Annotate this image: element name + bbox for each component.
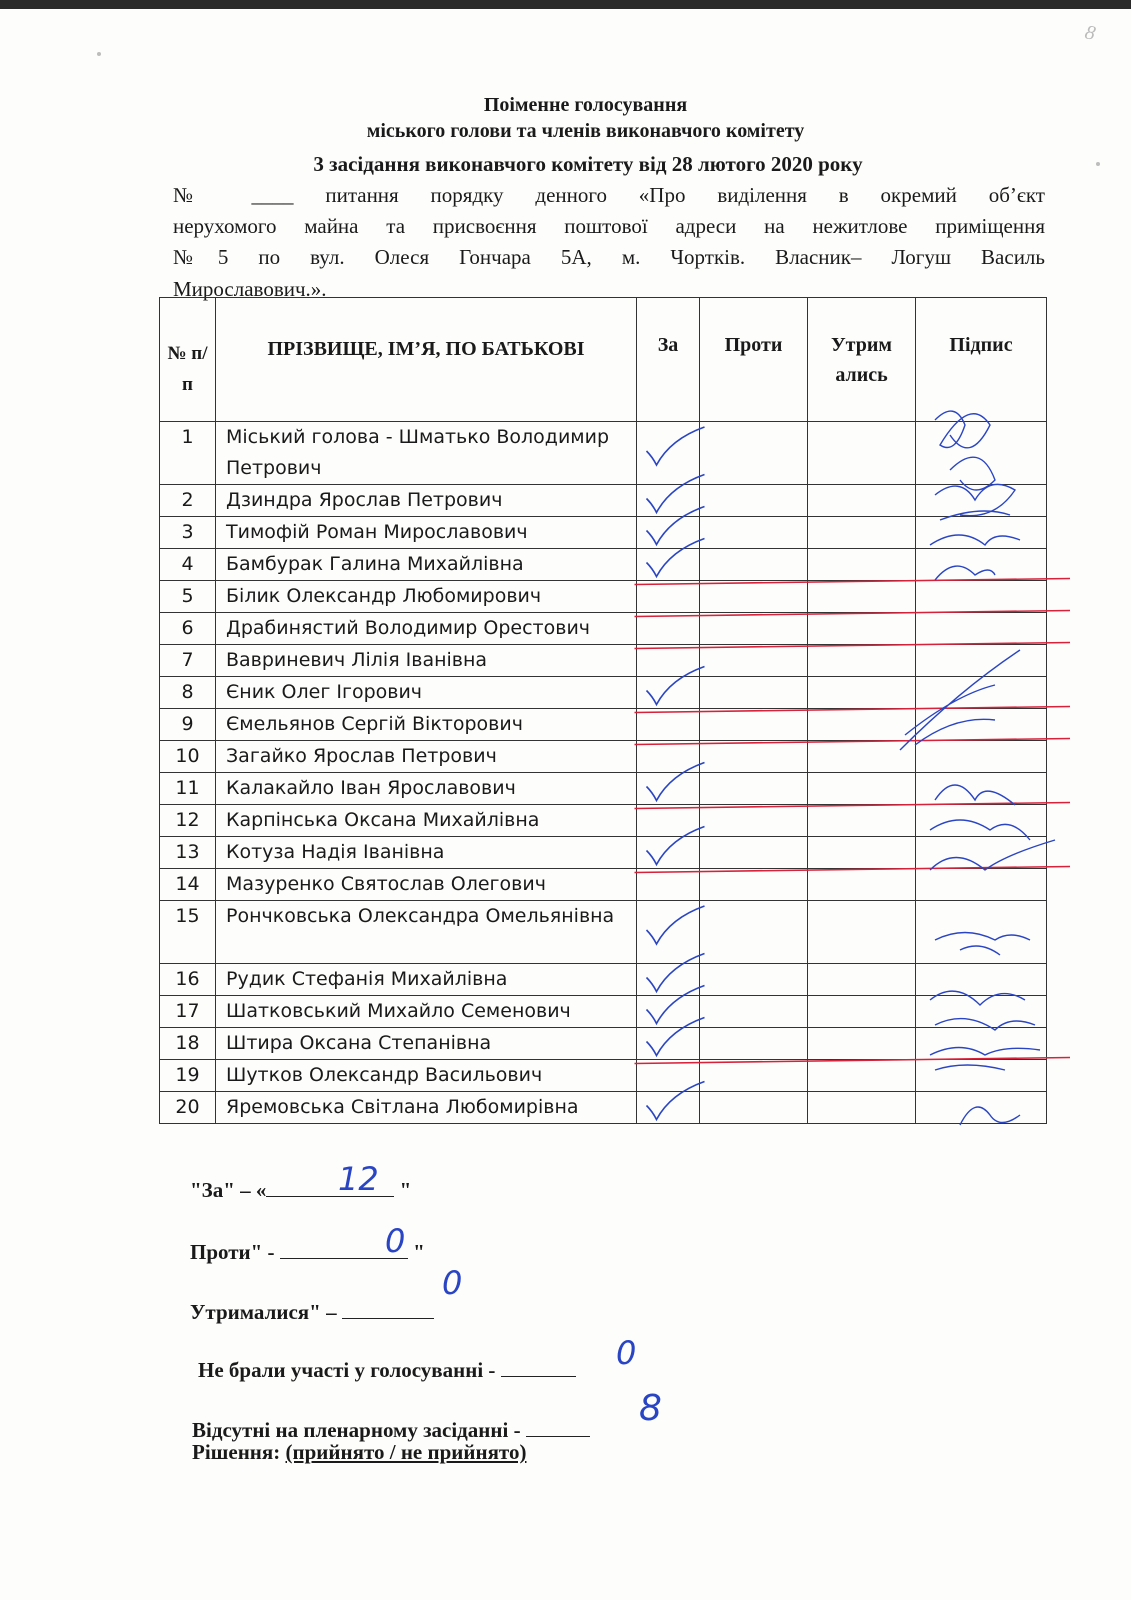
- signature-cell: [916, 581, 1047, 613]
- total-for-label: "За" – «: [190, 1178, 267, 1202]
- total-not-voted: [198, 1334, 637, 1383]
- vote-for-cell: [637, 869, 700, 901]
- vote-against-cell: [700, 422, 808, 485]
- member-name: Ємельянов Сергій Вікторович: [216, 709, 637, 741]
- document-title: Поіменне голосування: [483, 94, 688, 116]
- scan-speck: [97, 52, 101, 56]
- total-against-label: Проти" -: [190, 1240, 275, 1264]
- vote-abstained-cell: [808, 485, 916, 517]
- vote-against-cell: [700, 709, 808, 741]
- decision-label: Рішення:: [192, 1440, 281, 1464]
- vote-for-cell: [637, 613, 700, 645]
- signature-cell: [916, 677, 1047, 709]
- meeting-date-line: 3 засідання виконавчого комітету від 28 лютого 2020 року: [313, 152, 863, 176]
- signature-cell: [916, 1028, 1047, 1060]
- signature-cell: [916, 901, 1047, 964]
- decision-options: (прийнято / не прийнято): [285, 1440, 527, 1464]
- member-name: Бамбурак Галина Михайлівна: [216, 549, 637, 581]
- table-row: [160, 1060, 1047, 1092]
- table-row: [160, 677, 1047, 709]
- vote-abstained-cell: [808, 805, 916, 837]
- table-row: [160, 613, 1047, 645]
- row-number: 15: [160, 901, 216, 964]
- voting-table: [159, 297, 1047, 1124]
- member-name: Шатковський Михайло Семенович: [216, 996, 637, 1028]
- agenda-line-3: №5 по вул. Олеся Гончара 5А, м. Чортків. Власник– Логуш Василь: [173, 245, 1045, 269]
- col-header-for: За: [637, 298, 700, 422]
- total-abstained-value: 0: [442, 1264, 463, 1302]
- row-number: 1: [160, 422, 216, 485]
- table-row: [160, 517, 1047, 549]
- vote-against-cell: [700, 613, 808, 645]
- member-name: Рончковська Олександра Омельянівна: [216, 901, 637, 964]
- member-name: Тимофій Роман Мирославович: [216, 517, 637, 549]
- vote-against-cell: [700, 485, 808, 517]
- row-number: 8: [160, 677, 216, 709]
- member-name: Мазуренко Святослав Олегович: [216, 869, 637, 901]
- signature-cell: [916, 517, 1047, 549]
- total-for-value: 12: [338, 1160, 379, 1198]
- vote-for-cell: [637, 773, 700, 805]
- vote-against-cell: [700, 549, 808, 581]
- row-number: 18: [160, 1028, 216, 1060]
- member-name: Міський голова - Шматько Володимир Петрович: [216, 422, 637, 485]
- vote-abstained-cell: [808, 677, 916, 709]
- row-number: 17: [160, 996, 216, 1028]
- col-header-abstained: Утрим ались: [808, 298, 916, 422]
- col-header-number: № п/ п: [160, 298, 216, 422]
- table-row: [160, 773, 1047, 805]
- table-row: [160, 581, 1047, 613]
- row-number: 14: [160, 869, 216, 901]
- vote-abstained-cell: [808, 1060, 916, 1092]
- signature-cell: [916, 1060, 1047, 1092]
- table-row: [160, 549, 1047, 581]
- vote-against-cell: [700, 773, 808, 805]
- row-number: 9: [160, 709, 216, 741]
- document-subtitle: міського голови та членів виконавчого комітету: [366, 120, 805, 142]
- row-number: 20: [160, 1092, 216, 1124]
- member-name: Дзиндра Ярослав Петрович: [216, 485, 637, 517]
- table-row: [160, 1028, 1047, 1060]
- vote-for-cell: [637, 709, 700, 741]
- vote-against-cell: [700, 996, 808, 1028]
- vote-against-cell: [700, 869, 808, 901]
- vote-for-cell: [637, 517, 700, 549]
- row-number: 10: [160, 741, 216, 773]
- table-row: [160, 709, 1047, 741]
- vote-for-cell: [637, 996, 700, 1028]
- total-not-voted-value: 0: [616, 1334, 637, 1372]
- agenda-line-1: № ____ питання порядку денного «Про виділення в окремий об’єкт: [173, 183, 1045, 207]
- table-row: [160, 901, 1047, 964]
- vote-abstained-cell: [808, 549, 916, 581]
- col-header-name: ПРІЗВИЩЕ, ІМ’Я, ПО БАТЬКОВІ: [216, 298, 637, 422]
- table-row: [160, 805, 1047, 837]
- table-header-row: [160, 298, 1047, 422]
- vote-against-cell: [700, 1028, 808, 1060]
- table-row: [160, 422, 1047, 485]
- signature-cell: [916, 613, 1047, 645]
- vote-abstained-cell: [808, 901, 916, 964]
- member-name: Вавриневич Лілія Іванівна: [216, 645, 637, 677]
- member-name: Єник Олег Ігорович: [216, 677, 637, 709]
- vote-for-cell: [637, 485, 700, 517]
- scan-top-edge: [0, 0, 1131, 9]
- total-absent-label: Відсутні на пленарному засіданні -: [192, 1418, 521, 1442]
- member-name: Штира Оксана Степанівна: [216, 1028, 637, 1060]
- table-row: [160, 741, 1047, 773]
- vote-for-cell: [637, 549, 700, 581]
- row-number: 13: [160, 837, 216, 869]
- signature-cell: [916, 422, 1047, 485]
- vote-for-cell: [637, 901, 700, 964]
- vote-abstained-cell: [808, 869, 916, 901]
- signature-cell: [916, 645, 1047, 677]
- vote-against-cell: [700, 741, 808, 773]
- table-row: [160, 869, 1047, 901]
- signature-cell: [916, 964, 1047, 996]
- vote-against-cell: [700, 581, 808, 613]
- vote-abstained-cell: [808, 709, 916, 741]
- vote-abstained-cell: [808, 517, 916, 549]
- row-number: 12: [160, 805, 216, 837]
- col-header-signature: Підпис: [916, 298, 1047, 422]
- signature-cell: [916, 709, 1047, 741]
- table-row: [160, 1092, 1047, 1124]
- total-against-value: 0: [385, 1222, 406, 1260]
- row-number: 19: [160, 1060, 216, 1092]
- table-row: [160, 837, 1047, 869]
- vote-for-cell: [637, 1092, 700, 1124]
- signature-cell: [916, 549, 1047, 581]
- member-name: Загайко Ярослав Петрович: [216, 741, 637, 773]
- vote-abstained-cell: [808, 613, 916, 645]
- total-against-close: ": [413, 1240, 425, 1264]
- vote-against-cell: [700, 677, 808, 709]
- vote-against-cell: [700, 837, 808, 869]
- row-number: 4: [160, 549, 216, 581]
- table-row: [160, 485, 1047, 517]
- member-name: Рудик Стефанія Михайлівна: [216, 964, 637, 996]
- member-name: Карпінська Оксана Михайлівна: [216, 805, 637, 837]
- vote-abstained-cell: [808, 964, 916, 996]
- vote-against-cell: [700, 805, 808, 837]
- vote-against-cell: [700, 645, 808, 677]
- total-abstained-label: Утрималися" –: [190, 1300, 337, 1324]
- member-name: Шутков Олександр Васильович: [216, 1060, 637, 1092]
- signature-cell: [916, 805, 1047, 837]
- vote-for-cell: [637, 805, 700, 837]
- vote-for-cell: [637, 581, 700, 613]
- vote-abstained-cell: [808, 1092, 916, 1124]
- vote-against-cell: [700, 517, 808, 549]
- vote-for-cell: [637, 1060, 700, 1092]
- total-not-voted-label: Не брали участі у голосуванні -: [198, 1358, 496, 1382]
- member-name: Калакайло Іван Ярославович: [216, 773, 637, 805]
- vote-against-cell: [700, 1092, 808, 1124]
- vote-abstained-cell: [808, 741, 916, 773]
- signature-cell: [916, 1092, 1047, 1124]
- vote-abstained-cell: [808, 645, 916, 677]
- row-number: 3: [160, 517, 216, 549]
- signature-cell: [916, 773, 1047, 805]
- agenda-line-4: Мирославович.».: [173, 277, 327, 301]
- row-number: 5: [160, 581, 216, 613]
- signature-cell: [916, 837, 1047, 869]
- member-name: Яремовська Світлана Любомирівна: [216, 1092, 637, 1124]
- member-name: Котуза Надія Іванівна: [216, 837, 637, 869]
- vote-against-cell: [700, 901, 808, 964]
- signature-cell: [916, 869, 1047, 901]
- vote-against-cell: [700, 964, 808, 996]
- vote-abstained-cell: [808, 581, 916, 613]
- total-absent-value: 8: [639, 1388, 662, 1429]
- member-name: Білик Олександр Любомирович: [216, 581, 637, 613]
- row-number: 2: [160, 485, 216, 517]
- page-corner-mark: 8: [1082, 21, 1098, 45]
- col-header-against: Проти: [700, 298, 808, 422]
- signature-cell: [916, 741, 1047, 773]
- vote-for-cell: [637, 964, 700, 996]
- agenda-line-2: нерухомого майна та присвоєння поштової адреси на нежитлове приміщення: [173, 214, 1045, 238]
- vote-abstained-cell: [808, 773, 916, 805]
- row-number: 7: [160, 645, 216, 677]
- table-row: [160, 996, 1047, 1028]
- table-row: [160, 645, 1047, 677]
- vote-against-cell: [700, 1060, 808, 1092]
- total-for: [190, 1160, 412, 1203]
- vote-for-cell: [637, 645, 700, 677]
- row-number: 6: [160, 613, 216, 645]
- table-row: [160, 964, 1047, 996]
- member-name: Драбинястий Володимир Орестович: [216, 613, 637, 645]
- vote-abstained-cell: [808, 837, 916, 869]
- vote-abstained-cell: [808, 422, 916, 485]
- signature-cell: [916, 485, 1047, 517]
- vote-for-cell: [637, 837, 700, 869]
- total-for-close: ": [399, 1178, 412, 1202]
- vote-for-cell: [637, 1028, 700, 1060]
- vote-abstained-cell: [808, 1028, 916, 1060]
- vote-for-cell: [637, 422, 700, 485]
- row-number: 16: [160, 964, 216, 996]
- signature-cell: [916, 996, 1047, 1028]
- vote-for-cell: [637, 741, 700, 773]
- total-abstained: [190, 1264, 463, 1325]
- vote-abstained-cell: [808, 996, 916, 1028]
- row-number: 11: [160, 773, 216, 805]
- total-against: [190, 1222, 425, 1265]
- vote-for-cell: [637, 677, 700, 709]
- decision-line: [192, 1440, 526, 1465]
